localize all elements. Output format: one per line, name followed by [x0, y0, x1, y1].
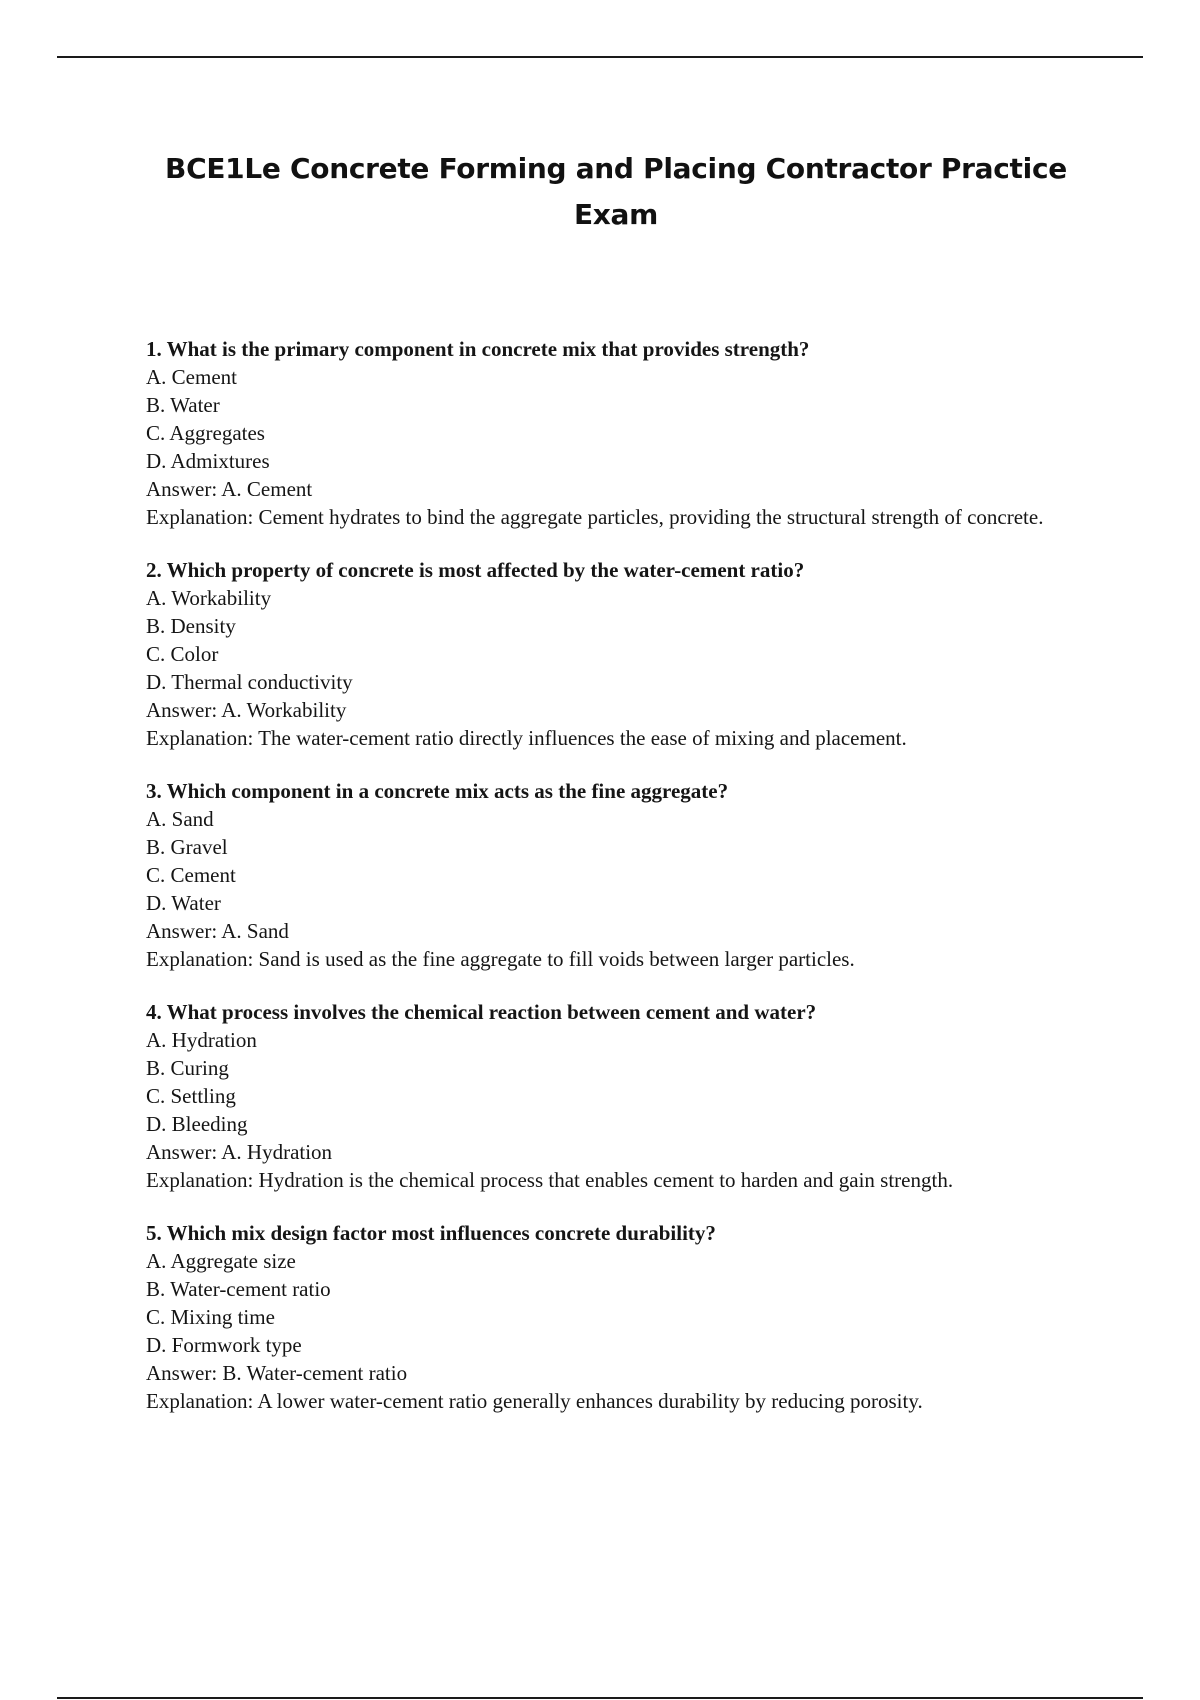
option-b: B. Water-cement ratio: [146, 1277, 331, 1301]
option-a: A. Hydration: [146, 1028, 257, 1052]
option-c: C. Aggregates: [146, 421, 265, 445]
bottom-divider: [57, 1697, 1143, 1699]
option-b: B. Density: [146, 614, 236, 638]
question-block: [146, 1219, 1096, 1415]
question-text: 3. Which component in a concrete mix acts as the fine aggregate?: [146, 779, 729, 803]
answer-text: Answer: B. Water-cement ratio: [146, 1361, 408, 1385]
question-block: [146, 335, 1096, 531]
option-a: A. Cement: [146, 365, 237, 389]
option-c: C. Cement: [146, 863, 236, 887]
question-block: [146, 556, 1096, 752]
question-block: [146, 998, 1096, 1194]
question-text: 5. Which mix design factor most influences concrete durability?: [146, 1221, 716, 1245]
answer-text: Answer: A. Workability: [146, 698, 347, 722]
option-d: D. Admixtures: [146, 449, 270, 473]
option-b: B. Gravel: [146, 835, 228, 859]
explanation-text: Explanation: A lower water-cement ratio generally enhances durability by reducing porosity.: [146, 1389, 923, 1413]
option-a: A. Workability: [146, 586, 272, 610]
answer-text: Answer: A. Hydration: [146, 1140, 333, 1164]
answer-text: Answer: A. Cement: [146, 477, 313, 501]
question-block: [146, 777, 1096, 973]
option-d: D. Thermal conductivity: [146, 670, 353, 694]
document-title: BCE1Le Concrete Forming and Placing Contractor Practice Exam: [165, 152, 1067, 231]
question-text: 2. Which property of concrete is most affected by the water-cement ratio?: [146, 558, 805, 582]
option-c: C. Mixing time: [146, 1305, 275, 1329]
option-d: D. Formwork type: [146, 1333, 302, 1357]
option-b: B. Curing: [146, 1056, 229, 1080]
answer-text: Answer: A. Sand: [146, 919, 289, 943]
top-divider: [57, 56, 1143, 58]
option-d: D. Bleeding: [146, 1112, 248, 1136]
option-c: C. Color: [146, 642, 219, 666]
option-b: B. Water: [146, 393, 220, 417]
explanation-text: Explanation: Cement hydrates to bind the aggregate particles, providing the structural strength of concrete.: [146, 505, 1044, 529]
option-d: D. Water: [146, 891, 221, 915]
explanation-text: Explanation: Hydration is the chemical process that enables cement to harden and gain strength.: [146, 1168, 954, 1192]
explanation-text: Explanation: The water-cement ratio directly influences the ease of mixing and placement.: [146, 726, 907, 750]
question-list: [146, 335, 1096, 1440]
option-a: A. Aggregate size: [146, 1249, 296, 1273]
option-a: A. Sand: [146, 807, 214, 831]
explanation-text: Explanation: Sand is used as the fine aggregate to fill voids between larger particles.: [146, 947, 855, 971]
question-text: 1. What is the primary component in concrete mix that provides strength?: [146, 337, 810, 361]
question-text: 4. What process involves the chemical reaction between cement and water?: [146, 1000, 817, 1024]
option-c: C. Settling: [146, 1084, 236, 1108]
